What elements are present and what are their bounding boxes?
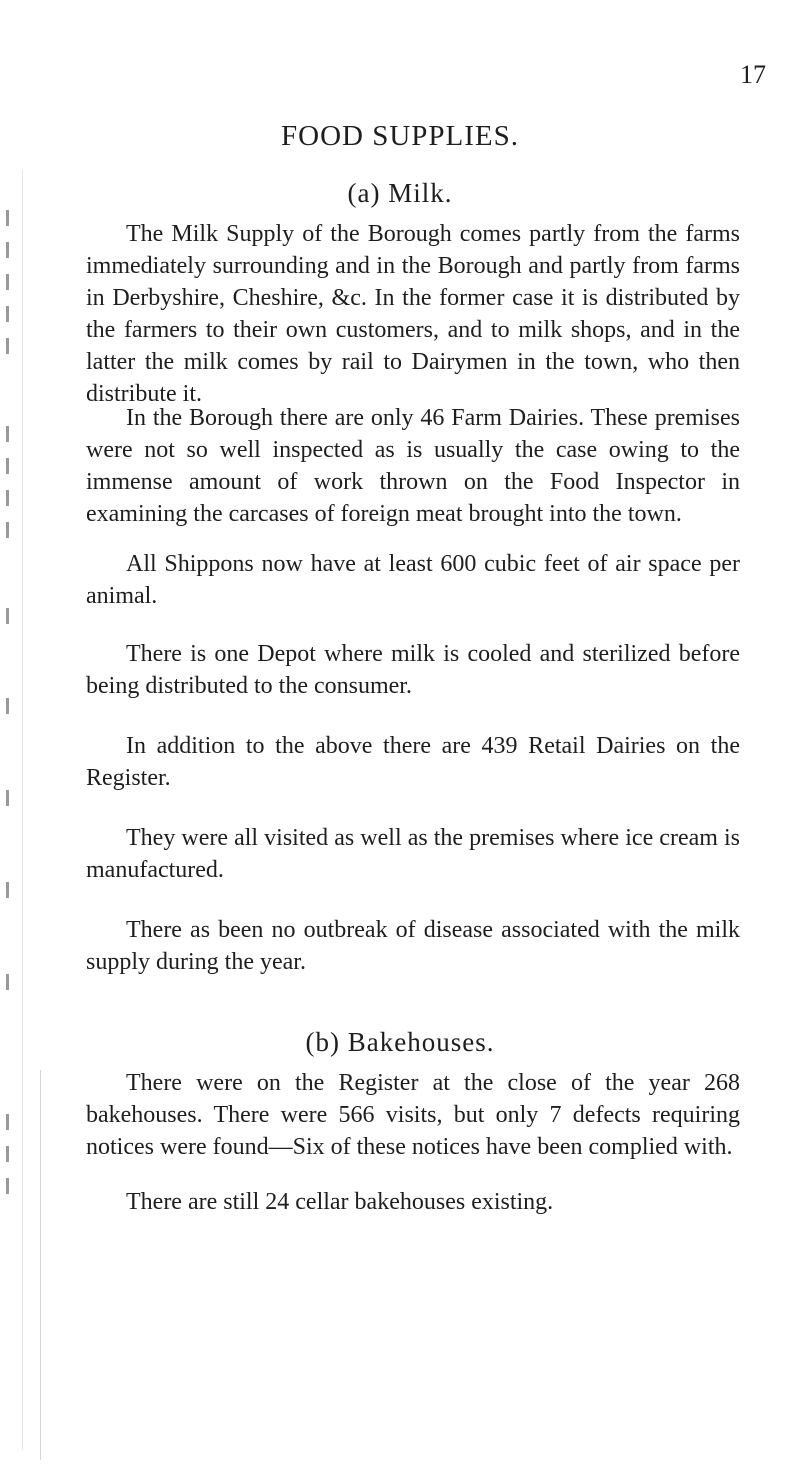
page-edge-shadow bbox=[40, 1070, 41, 1460]
margin-tick bbox=[6, 1178, 9, 1194]
margin-tick bbox=[6, 242, 9, 258]
margin-tick bbox=[6, 522, 9, 538]
margin-tick bbox=[6, 306, 9, 322]
margin-tick bbox=[6, 210, 9, 226]
margin-tick bbox=[6, 338, 9, 354]
margin-tick bbox=[6, 974, 9, 990]
margin-tick bbox=[6, 274, 9, 290]
section-heading-milk: (a) Milk. bbox=[347, 178, 453, 208]
margin-tick bbox=[6, 882, 9, 898]
milk-paragraph: There is one Depot where milk is cooled and sterilized before being distributed to the consumer. bbox=[86, 641, 740, 699]
milk-paragraph: In the Borough there are only 46 Farm Dairies. These premises were not so well inspected as is usually the case owing to the immense amount of work thrown on the Food Inspector in examining the carcases of foreign meat brought into the town. bbox=[86, 405, 740, 527]
margin-tick bbox=[6, 698, 9, 714]
margin-tick bbox=[6, 608, 9, 624]
milk-paragraph: All Shippons now have at least 600 cubic feet of air space per animal. bbox=[86, 551, 740, 609]
margin-tick bbox=[6, 790, 9, 806]
left-margin-marks bbox=[0, 170, 23, 1450]
milk-paragraph: They were all visited as well as the premises where ice cream is manufactured. bbox=[86, 825, 740, 883]
margin-tick bbox=[6, 426, 9, 442]
margin-tick bbox=[6, 1146, 9, 1162]
section-heading-bakehouses: (b) Bakehouses. bbox=[305, 1027, 495, 1057]
page-title: FOOD SUPPLIES. bbox=[281, 120, 519, 152]
margin-tick bbox=[6, 458, 9, 474]
milk-paragraph: There as been no outbreak of disease associated with the milk supply during the year. bbox=[86, 917, 740, 975]
margin-tick bbox=[6, 490, 9, 506]
bakehouses-paragraph: There are still 24 cellar bakehouses existing. bbox=[126, 1189, 554, 1215]
page-number: 17 bbox=[740, 60, 766, 89]
bakehouses-paragraph: There were on the Register at the close of the year 268 bakehouses. There were 566 visits, but only 7 defects requiring notices were found—Six of these notices have been complied with. bbox=[86, 1070, 740, 1160]
milk-paragraph: The Milk Supply of the Borough comes partly from the farms immediately surrounding and in the Borough and partly from farms in Derbyshire, Cheshire, &c. In the former case it is distributed by the farmers to their own customers, and to milk shops, and in the latter the milk comes by rail to Dairymen in the town, who then distribute it. bbox=[86, 221, 740, 407]
milk-paragraph: In addition to the above there are 439 Retail Dairies on the Register. bbox=[86, 733, 740, 791]
margin-tick bbox=[6, 1114, 9, 1130]
